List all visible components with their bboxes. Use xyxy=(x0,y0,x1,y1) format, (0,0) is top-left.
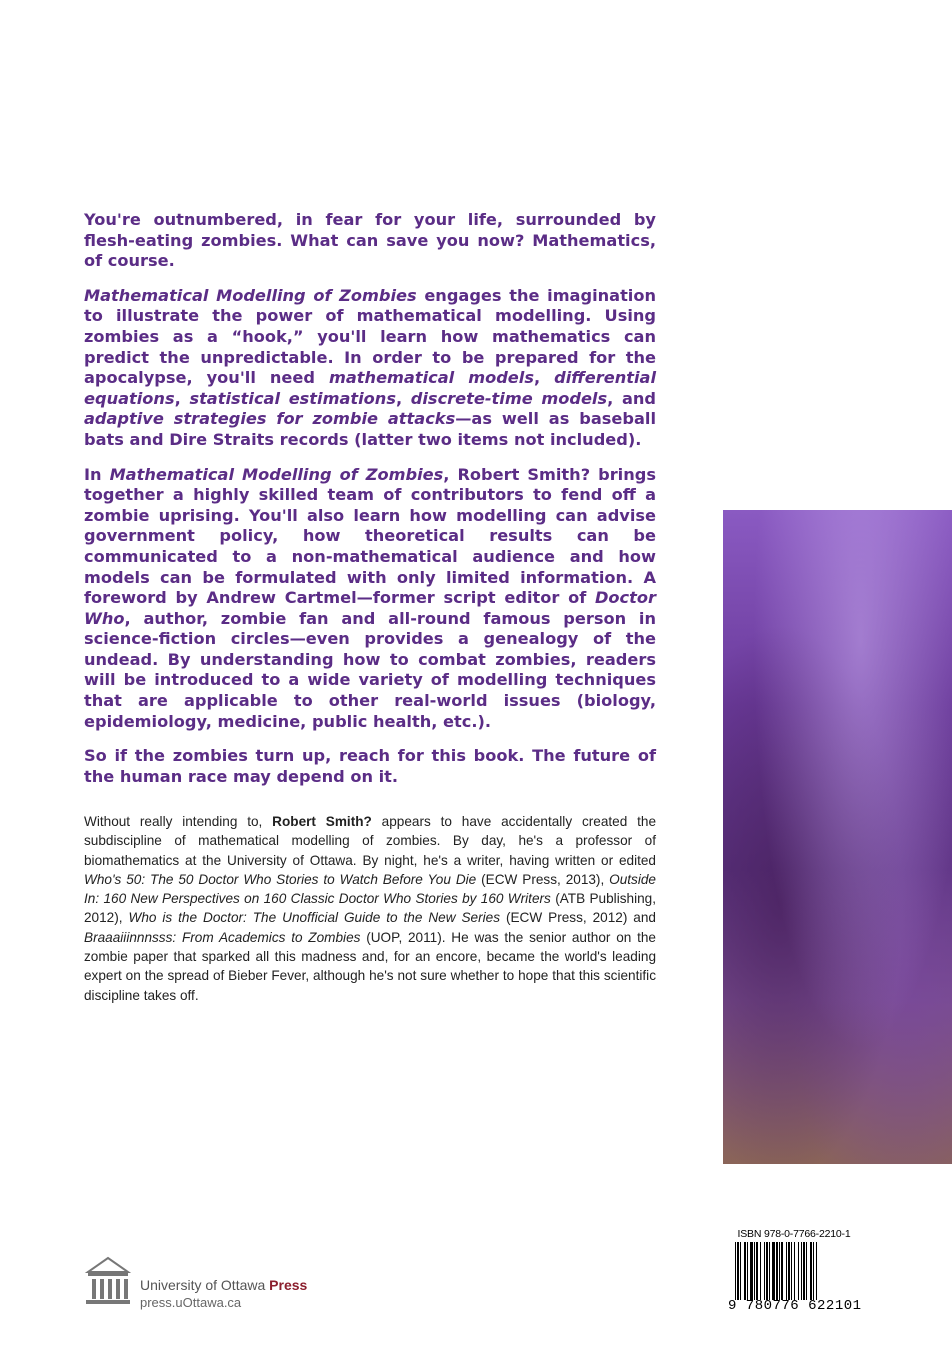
isbn-barcode xyxy=(728,1228,860,1316)
blurb-text: , xyxy=(174,388,190,408)
topic-item: differential equations xyxy=(84,368,656,408)
barcode-bar xyxy=(744,1242,746,1300)
publisher-press-word: Press xyxy=(269,1277,308,1293)
isbn-label: ISBN 978-0-7766-2210-1 xyxy=(737,1228,851,1240)
author-name: Robert Smith? xyxy=(272,814,372,829)
barcode-bar xyxy=(750,1242,753,1300)
blurb-text: , xyxy=(533,368,555,388)
barcode-bar xyxy=(810,1242,812,1300)
barcode-bar xyxy=(788,1242,790,1300)
topic-item: statistical estimations xyxy=(189,388,396,408)
topic-item: discrete-time models xyxy=(410,388,608,408)
show-title: Doctor Who xyxy=(84,588,656,628)
barcode-bar xyxy=(781,1242,783,1300)
book-title: Who is the Doctor: The Unofficial Guide to the New Series xyxy=(128,910,500,926)
barcode-bar xyxy=(786,1242,787,1300)
bio-text: Without really intending to, xyxy=(84,814,273,829)
blurb-paragraph-4: So if the zombies turn up, reach for this book. The future of the human race may depend on it. xyxy=(84,746,656,786)
blurb-text: In xyxy=(84,464,110,484)
barcode-bar xyxy=(754,1242,755,1300)
topic-item: adaptive strategies for zombie attacks xyxy=(84,409,456,429)
barcode-bar xyxy=(816,1242,817,1300)
barcode-bar xyxy=(747,1242,748,1300)
book-title: Who's 50: The 50 Doctor Who Stories to Watch Before You Die xyxy=(84,871,477,887)
publisher-url[interactable]: press.uOttawa.ca xyxy=(140,1295,242,1310)
barcode-bar xyxy=(791,1242,792,1300)
author-bio xyxy=(84,812,656,1005)
barcode-bar xyxy=(735,1242,736,1300)
bio-text: (UOP, 2011). He was the senior author on the zombie paper that sparked all this madness and, for an encore, became the world's leading expert on the spread of Bieber Fever, although he's not sure whether to hope that this scientific discipline takes off. xyxy=(84,929,656,1003)
university-building-icon xyxy=(84,1252,132,1308)
barcode-bar xyxy=(766,1242,768,1300)
book-title: Braaaiiinnnsss: From Academics to Zombies xyxy=(84,929,361,945)
publisher-name xyxy=(140,1277,307,1293)
blurb-paragraph-3 xyxy=(84,465,656,733)
blurb-text: , and xyxy=(607,388,656,408)
bio-text: (ECW Press, 2012) and xyxy=(500,910,656,926)
book-title: Mathematical Modelling of Zombies xyxy=(84,285,417,305)
topic-item: mathematical models xyxy=(329,368,534,388)
blurb-text: engages the imagination to illustrate the power of mathematical modelling. Using zombies as a “hook,” you'll learn how mathematics can predict the unpredictable. In order to be prepared for the apocalypse, you'll need xyxy=(84,285,656,388)
barcode-bar xyxy=(776,1242,778,1300)
blurb-text: , xyxy=(395,388,411,408)
book-blurb xyxy=(84,210,656,801)
publisher-logo xyxy=(84,1252,334,1312)
blurb-text: , Robert Smith? brings together a highly skilled team of contributors to fend off a zombie uprising. You'll also learn how modelling can advise government policy, how theoretical results can be communicated to a non-mathematical audience and how models can be formulated with only limited information. A foreword by Andrew Cartmel—former script editor of xyxy=(84,464,656,608)
barcode-bar xyxy=(772,1242,775,1300)
bio-text: (ECW Press, 2013), xyxy=(476,871,610,887)
cover-photo-strip xyxy=(723,510,952,1164)
bio-text: (ATB Publishing, 2012), xyxy=(84,891,656,926)
barcode-digits: 9 780776 622101 xyxy=(728,1298,862,1314)
barcode-bar xyxy=(794,1242,795,1300)
blurb-paragraph-1: You're outnumbered, in fear for your life, surrounded by flesh-eating zombies. What can save you now? Mathematics, of course. xyxy=(84,210,656,271)
barcode-bar xyxy=(764,1242,765,1300)
bio-paragraph xyxy=(84,812,656,1005)
barcode-bars xyxy=(734,1242,856,1300)
bio-text: appears to have accidentally created the subdiscipline of mathematical modelling of zombies. By day, he's a professor of biomathematics at the University of Ottawa. By night, he's a writer, having written or edited xyxy=(84,814,656,868)
barcode-bar xyxy=(740,1242,741,1300)
barcode-bar xyxy=(798,1242,799,1300)
blurb-paragraph-2 xyxy=(84,286,656,451)
barcode-bar xyxy=(803,1242,805,1300)
book-title: Mathematical Modelling of Zombies xyxy=(109,464,444,484)
barcode-bar xyxy=(756,1242,758,1300)
blurb-text: , author, zombie fan and all-round famous person in science-fiction circles—even provides a genealogy of the undead. By understanding how to combat zombies, readers will be introduced to a wide variety of modelling techniques that are applicable to other real-world issues (biology, epidemiology, medicine, public health, etc.). xyxy=(84,608,656,731)
barcode-bar xyxy=(769,1242,770,1300)
barcode-bar xyxy=(801,1242,802,1300)
barcode-bar xyxy=(737,1242,739,1300)
barcode-bar xyxy=(779,1242,780,1300)
barcode-bar xyxy=(760,1242,761,1300)
blurb-text: —as well as baseball bats and Dire Straits records (latter two items not included). xyxy=(84,409,656,449)
barcode-bar xyxy=(813,1242,814,1300)
barcode-bar xyxy=(806,1242,807,1300)
publisher-name-text: University of Ottawa xyxy=(140,1277,270,1293)
book-title: Outside In: 160 New Perspectives on 160 Classic Doctor Who Stories by 160 Writers xyxy=(84,871,656,907)
